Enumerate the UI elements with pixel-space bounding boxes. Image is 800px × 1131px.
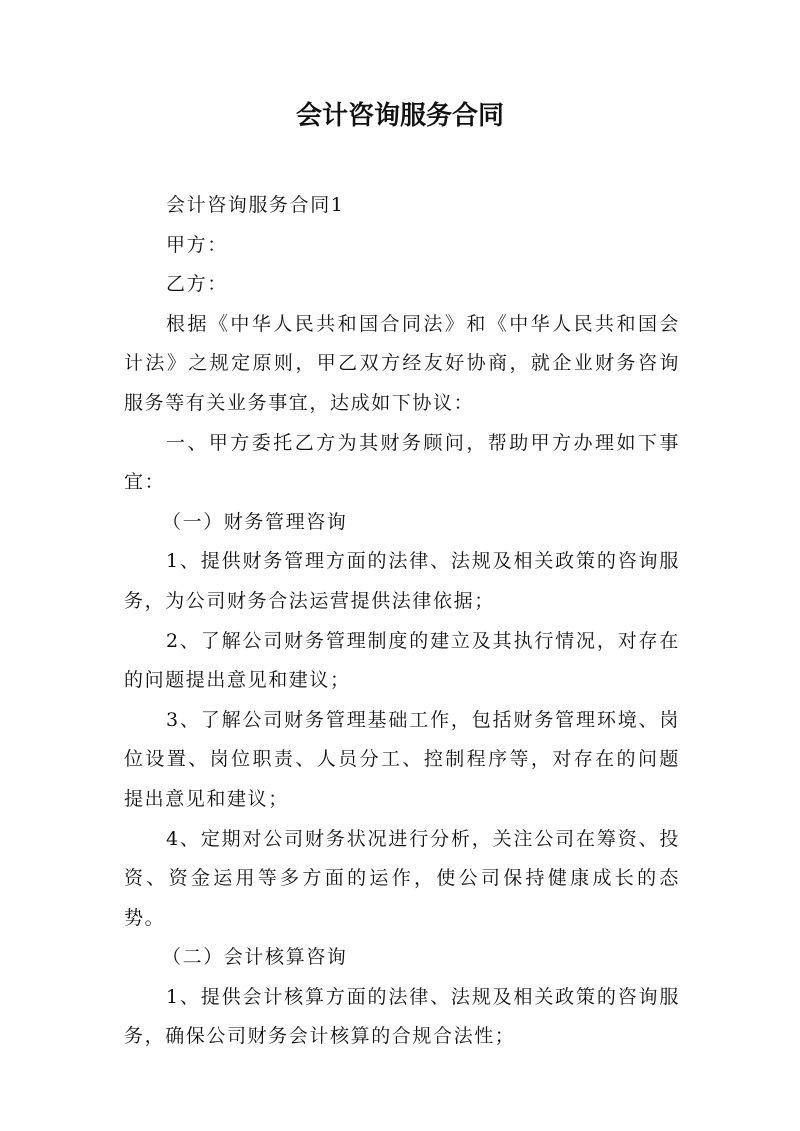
party-a-line: 甲方： <box>166 233 228 256</box>
list-item: 1、提供会计核算方面的法律、法规及相关政策的咨询服务，确保公司财务会计核算的合规合法性； <box>124 985 680 1048</box>
list-item: 2、了解公司财务管理制度的建立及其执行情况，对存在的问题提出意见和建议； <box>124 629 680 692</box>
list-item: 1、提供财务管理方面的法律、法规及相关政策的咨询服务，为公司财务合法运营提供法律依据； <box>124 550 680 612</box>
document-body <box>124 186 680 1057</box>
document-title: 会计咨询服务合同 <box>295 101 504 131</box>
list-item: 3、了解公司财务管理基础工作，包括财务管理环境、岗位设置、岗位职责、人员分工、控制程序等，对存在的问题提出意见和建议； <box>124 708 680 810</box>
preamble-paragraph: 根据《中华人民共和国合同法》和《中华人民共和国会计法》之规定原则，甲乙双方经友好协商，就企业财务咨询服务等有关业务事宜，达成如下协议： <box>124 312 680 414</box>
section-accounting: （二）会计核算咨询 <box>162 946 348 969</box>
party-b-line: 乙方： <box>166 273 228 296</box>
list-item: 4、定期对公司财务状况进行分析，关注公司在筹资、投资、资金运用等多方面的运作，使公司保持健康成长的态势。 <box>124 827 680 929</box>
clause-one: 一、甲方委托乙方为其财务顾问，帮助甲方办理如下事宜： <box>124 431 680 494</box>
contract-heading: 会计咨询服务合同1 <box>166 194 345 216</box>
section-financial-management: （一）财务管理咨询 <box>162 510 348 533</box>
